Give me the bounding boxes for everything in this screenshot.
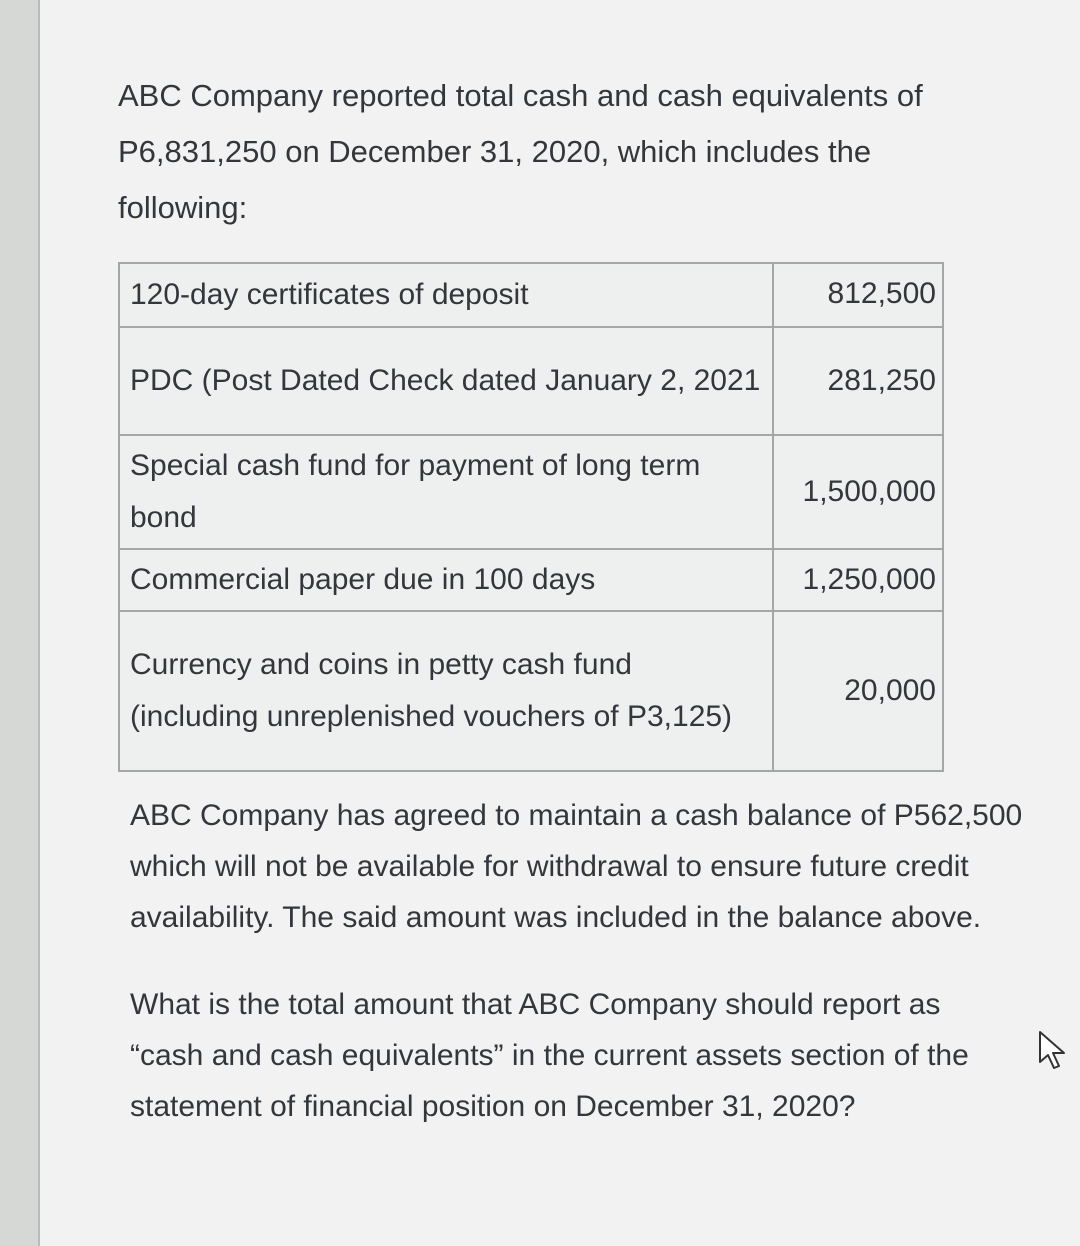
intro-text: ABC Company reported total cash and cash equivalents of P6,831,250 on December 31, 2020, which includes the following: <box>118 78 923 225</box>
item-description: Commercial paper due in 100 days <box>119 549 773 611</box>
question-text: What is the total amount that ABC Company should report as “cash and cash equivalents” in the current assets section of the statement of financial position on December 31, 2020? <box>130 988 969 1123</box>
table-row <box>119 327 943 435</box>
problem-content <box>118 68 1023 1132</box>
items-table <box>118 262 944 772</box>
table-row <box>119 549 943 611</box>
item-amount: 1,500,000 <box>773 435 943 549</box>
item-amount: 1,250,000 <box>773 549 943 611</box>
item-amount: 812,500 <box>773 263 943 327</box>
item-description: Currency and coins in petty cash fund (including unreplenished vouchers of P3,125) <box>119 611 773 771</box>
item-description: PDC (Post Dated Check dated January 2, 2021 <box>119 327 773 435</box>
note-text: ABC Company has agreed to maintain a cash balance of P562,500 which will not be available for withdrawal to ensure future credit availability. The said amount was included in the balance above. <box>130 799 1023 934</box>
document-page <box>38 0 1080 1246</box>
table-row <box>119 435 943 549</box>
table-row <box>119 611 943 771</box>
item-amount: 20,000 <box>773 611 943 771</box>
item-description: 120-day certificates of deposit <box>119 263 773 327</box>
table-row <box>119 263 943 327</box>
item-description: Special cash fund for payment of long term bond <box>119 435 773 549</box>
item-amount: 281,250 <box>773 327 943 435</box>
mouse-pointer-icon <box>1036 1030 1070 1070</box>
